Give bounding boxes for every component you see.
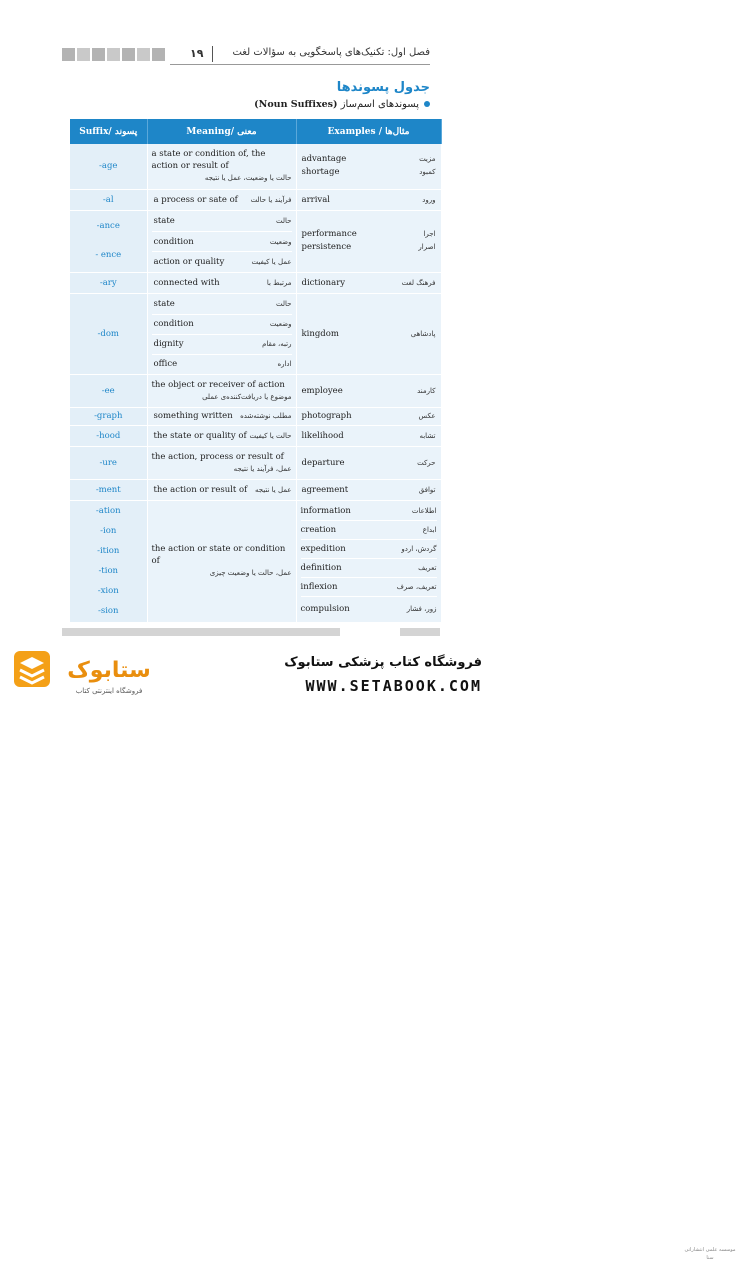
meaning-en: condition <box>153 236 194 247</box>
suffix-text: -ion <box>100 526 117 536</box>
header-suffix: Suffix/ پسوند <box>70 119 147 144</box>
example-en: employee <box>301 385 343 396</box>
meaning-fa: عمل، فرآیند یا نتیجه <box>233 464 292 473</box>
examples-cell <box>296 293 441 374</box>
logo-wordmark: ستابوک <box>67 658 151 683</box>
table-row <box>70 479 441 500</box>
suffix-text: -ation <box>95 506 121 516</box>
suffix-text: -ition <box>97 546 120 556</box>
suffix-text: -xion <box>97 586 119 596</box>
meaning-fa: اداره <box>277 360 292 368</box>
suffix-text: -ance <box>96 221 120 231</box>
meaning-en: something written <box>153 411 233 421</box>
meaning-cell <box>147 293 296 374</box>
page-number: ۱۹ <box>190 47 204 60</box>
meaning-fa: وضعیت <box>269 237 292 246</box>
example-fa: گردش، اردو <box>401 545 437 553</box>
meaning-en: state <box>153 216 175 226</box>
example-en: expedition <box>300 544 346 554</box>
table-row <box>70 500 441 622</box>
store-name: فروشگاه کتاب پزشکی ستابوک <box>284 655 482 670</box>
examples-cell <box>296 189 441 210</box>
table-row <box>70 144 441 189</box>
header-divider <box>212 46 213 62</box>
meaning-cell <box>147 446 296 479</box>
example-en: advantage <box>301 154 347 165</box>
table-row <box>70 272 441 293</box>
example-en: kingdom <box>301 328 339 339</box>
example-en: performance <box>301 229 357 239</box>
bullet-icon <box>424 101 430 107</box>
meaning-en: the action or result of <box>153 484 248 495</box>
meaning-cell <box>147 374 296 407</box>
suffix-text: -tion <box>98 566 119 576</box>
meaning-cell <box>147 272 296 293</box>
table-row <box>70 210 441 272</box>
logo-tagline: فروشگاه اینترنتی کتاب <box>75 687 143 695</box>
meaning-en: the action or state or condition of <box>151 544 286 566</box>
subtitle-fa: پسوندهای اسم‌ساز <box>340 99 419 110</box>
meaning-en: connected with <box>153 277 220 288</box>
meaning-en: dignity <box>153 339 184 349</box>
example-en: persistence <box>301 242 352 252</box>
subtitle-en: (Noun Suffixes) <box>254 99 338 110</box>
meaning-fa: رتبه، مقام <box>262 340 292 348</box>
example-en: likelihood <box>301 430 344 441</box>
suffix-cell <box>70 500 147 622</box>
suffix-text: -dom <box>97 328 119 339</box>
table-header-row <box>70 119 441 144</box>
page-header <box>62 44 430 66</box>
example-fa: مزیت <box>419 155 436 164</box>
example-en: photograph <box>301 411 352 421</box>
example-en: departure <box>301 457 345 468</box>
example-fa: زور، فشار <box>406 605 437 613</box>
suffix-text: -ment <box>95 484 121 495</box>
suffix-cell <box>70 479 147 500</box>
suffix-table <box>70 119 442 623</box>
meaning-en: the object or receiver of action <box>151 379 285 390</box>
example-fa: کمبود <box>419 168 436 177</box>
chapter-title: فصل اول: تکنیک‌های پاسخگویی به سؤالات لغت <box>232 47 430 58</box>
example-en: information <box>300 505 351 516</box>
suffix-text: -age <box>99 161 118 172</box>
suffix-cell <box>70 144 147 189</box>
example-fa: ورود <box>422 195 436 204</box>
meaning-en: a state or condition of, the action or result of <box>151 149 266 172</box>
suffix-cell <box>70 210 147 272</box>
store-url[interactable]: WWW.SETABOOK.COM <box>305 677 482 695</box>
suffix-cell <box>70 293 147 374</box>
meaning-fa: عمل، حالت یا وضعیت چیزی <box>209 569 292 577</box>
example-fa: اطلاعات <box>411 506 437 515</box>
table-row <box>70 446 441 479</box>
setabook-logo-icon[interactable] <box>14 649 164 697</box>
meaning-en: a process or sate of <box>153 194 238 205</box>
example-en: compulsion <box>300 604 350 614</box>
suffix-cell <box>70 425 147 446</box>
header-meaning: Meaning/ معنی <box>147 119 296 144</box>
examples-cell <box>296 272 441 293</box>
store-banner <box>0 647 500 700</box>
example-en: definition <box>300 563 342 573</box>
meaning-fa: مطلب نوشته‌شده <box>240 412 292 420</box>
example-fa: حرکت <box>417 458 436 467</box>
example-en: arrival <box>301 194 331 205</box>
examples-cell <box>296 500 441 622</box>
examples-cell <box>296 425 441 446</box>
meaning-fa: حالت یا کیفیت <box>249 431 292 440</box>
examples-cell <box>296 479 441 500</box>
example-fa: عکس <box>418 412 436 420</box>
meaning-fa: حالت یا وضعیت، عمل یا نتیجه <box>204 174 292 183</box>
section-title: جدول پسوندها <box>336 80 430 95</box>
publisher-logo-text: موسسه علمی انتشاراتی سنا <box>684 1247 736 1261</box>
example-en: dictionary <box>301 277 346 288</box>
suffix-cell <box>70 189 147 210</box>
suffix-cell <box>70 407 147 425</box>
example-fa: فرهنگ لغت <box>401 278 436 287</box>
examples-cell <box>296 144 441 189</box>
example-fa: اصرار <box>418 243 436 251</box>
example-fa: کارمند <box>417 386 436 395</box>
meaning-en: state <box>153 298 175 309</box>
meaning-cell <box>147 407 296 425</box>
suffix-text: - ence <box>95 250 122 260</box>
meaning-fa: حالت <box>276 217 292 225</box>
meaning-cell <box>147 425 296 446</box>
header-examples: Examples / مثال‌ها <box>296 119 441 144</box>
suffix-text: -al <box>102 194 114 205</box>
meaning-en: the state or quality of <box>153 430 247 441</box>
example-en: shortage <box>301 167 340 178</box>
suffix-text: -ure <box>99 457 117 468</box>
meaning-fa: فرآیند یا حالت <box>250 195 292 204</box>
example-fa: پادشاهی <box>410 329 436 338</box>
example-fa: توافق <box>418 485 436 494</box>
suffix-text: -ary <box>99 277 117 288</box>
suffix-text: -hood <box>96 430 121 441</box>
suffix-text: -graph <box>94 411 123 421</box>
example-fa: اجرا <box>423 230 436 238</box>
meaning-en: action or quality <box>153 256 225 267</box>
header-rule <box>170 64 430 65</box>
suffix-cell <box>70 272 147 293</box>
meaning-cell <box>147 210 296 272</box>
meaning-cell <box>147 189 296 210</box>
table-row <box>70 374 441 407</box>
meaning-cell <box>147 479 296 500</box>
example-fa: تشابه <box>419 431 436 440</box>
table-row <box>70 293 441 374</box>
examples-cell <box>296 446 441 479</box>
meaning-fa: عمل یا کیفیت <box>251 257 292 266</box>
suffix-cell <box>70 446 147 479</box>
examples-cell <box>296 407 441 425</box>
meaning-fa: مرتبط با <box>266 278 292 287</box>
meaning-cell <box>147 500 296 622</box>
meaning-en: office <box>153 359 178 369</box>
section-subtitle <box>254 99 430 110</box>
table-row <box>70 425 441 446</box>
example-en: inflexion <box>300 582 338 592</box>
example-en: creation <box>300 525 337 535</box>
meaning-cell <box>147 144 296 189</box>
table-row <box>70 407 441 425</box>
header-decoration <box>62 48 165 61</box>
meaning-fa: عمل یا نتیجه <box>254 485 292 494</box>
suffix-text: -ee <box>101 385 115 396</box>
example-fa: تعریف <box>418 564 437 572</box>
meaning-fa: وضعیت <box>269 320 292 328</box>
example-fa: ابداع <box>422 526 437 534</box>
meaning-fa: حالت <box>276 299 292 308</box>
examples-cell <box>296 374 441 407</box>
example-fa: تعریف، صرف <box>396 583 437 591</box>
suffix-text: -sion <box>97 606 119 616</box>
meaning-fa: موضوع یا دریافت‌کننده‌ی عملی <box>202 392 292 401</box>
suffix-cell <box>70 374 147 407</box>
examples-cell <box>296 210 441 272</box>
example-en: agreement <box>301 484 349 495</box>
meaning-en: the action, process or result of <box>151 451 284 462</box>
meaning-en: condition <box>153 319 194 329</box>
table-row <box>70 189 441 210</box>
